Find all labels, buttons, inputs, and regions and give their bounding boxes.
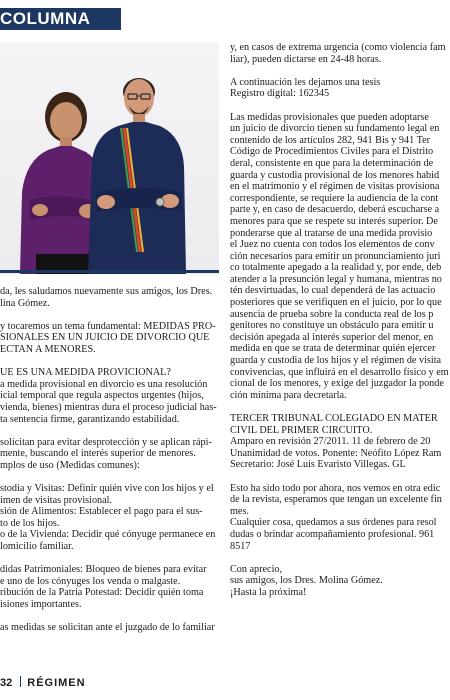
topic-paragraph: y tocaremos un tema fundamental: MEDIDAS PRO- SIONALES EN UN JUICIO DE DIVORCIO QUE ECTAN A MENORES. <box>0 320 216 355</box>
urgency-paragraph: y, en casos de extrema urgencia (como violencia fam liar), pueden dictarse en 24-48 horas. <box>230 42 446 65</box>
patrimonial-measures-paragraph: didas Patrimoniales: Bloqueo de bienes para evitar e uno de los cónyuges los venda o malgaste. ribución de la Patria Potestad: Decidir quién toma isiones importantes. <box>0 564 207 611</box>
page-footer <box>0 676 86 690</box>
page-number: 32 <box>0 677 13 689</box>
tribunal-paragraph: TERCER TRIBUNAL COLEGIADO EN MATER CIVIL DEL PRIMER CIRCUITO. Amparo en revisión 27/2011. 11 de febrero de 20 Unanimidad de votos. Ponente: Neófito López Ram Secretario: José Luis Evaristo Villegas. GL <box>230 413 442 471</box>
definition-paragraph: UE ES UNA MEDIDA PROVICIONAL? a medida provisional en divorcio es una resolución icial temporal que regula aspectos urgentes (hijos, vienda, bienes) mientras dura el proceso judicial has- ta sentencia firme, garantizando estabilidad. <box>0 367 217 425</box>
man-figure <box>88 78 186 274</box>
section-title: COLUMNA <box>0 9 91 28</box>
thesis-intro-paragraph: A continuación les dejamos una tesis Registro digital: 162345 <box>230 76 381 100</box>
right-column <box>230 42 450 599</box>
signature-paragraph: Con aprecio, sus amigos, los Dres. Molina Gómez. ¡Hasta la próxima! <box>230 563 383 598</box>
greeting-paragraph: da, les saludamos nuevamente sus amigos, los Dres. lina Gómez. <box>0 286 213 309</box>
magazine-name: RÉGIMEN <box>27 677 86 689</box>
authors-photo <box>0 42 219 274</box>
footer-divider <box>20 676 21 687</box>
thesis-body-paragraph: Las medidas provisionales que pueden adoptarse un juicio de divorcio tienen su fundamento legal en contenido de los artículos 282, 941 Bis y 941 Ter Código de Procedimientos Civiles para el Distrito deral, consistente en que para la determinación de guarda y custodia provisional de los menores habid en el matrimonio y el régimen de visitas provisiona correspondiente, se requiere la audiencia de la cont parte y, en caso de desacuerdo, deberá escucharse a menores para que se respete su interés superior. De ponderarse que al tratarse de una medida provisio el Juez no cuenta con todos los elementos de conv ción necesarios para emitir un pronunciamiento juri co totalmente apegado a la realidad y, por ende, deb atender a la presunción legal y humana, mientras no tén desvirtuadas, lo cual dependerá de las actuacio posteriores que se verifiquen en el juicio, por lo que ausencia de prueba sobre la conducta real de los p genitores no constituye un obstáculo para emitir u decisión apegada al interés superior del menor, en medida en que se trata de determinar quién ejercer guarda y custodia de los hijos y el régimen de visita convivencias, que influirá en el desarrollo físico y em cional de los menores, y exige del juzgador la ponde ción mínima para decretarla. <box>230 111 449 401</box>
common-measures-paragraph: stodia y Visitas: Definir quién vive con los hijos y el imen de visitas provisional. sión de Alimentos: Establecer el pago para el sus- to de los hijos. o de la Vivienda: Decidir qué cónyuge permanece en lomicilio familiar. <box>0 483 216 553</box>
section-header <box>0 8 121 30</box>
photo-divider <box>0 270 219 273</box>
court-paragraph: as medidas se solicitan ante el juzgado de lo familiar <box>0 622 215 634</box>
left-column <box>0 286 219 634</box>
closing-paragraph: Esto ha sido todo por ahora, nos vemos en otra edic de la revista, esperamos que tengan un excelente fin mes. Cualquier cosa, quedamos a sus órdenes para resol dudas o brindar acompañamiento profesional. 961 8517 <box>230 482 442 552</box>
usage-paragraph: solicitan para evitar desprotección y se aplican rápi- mente, buscando el interés superior de menores. mplos de uso (Medidas comunes): <box>0 436 212 471</box>
